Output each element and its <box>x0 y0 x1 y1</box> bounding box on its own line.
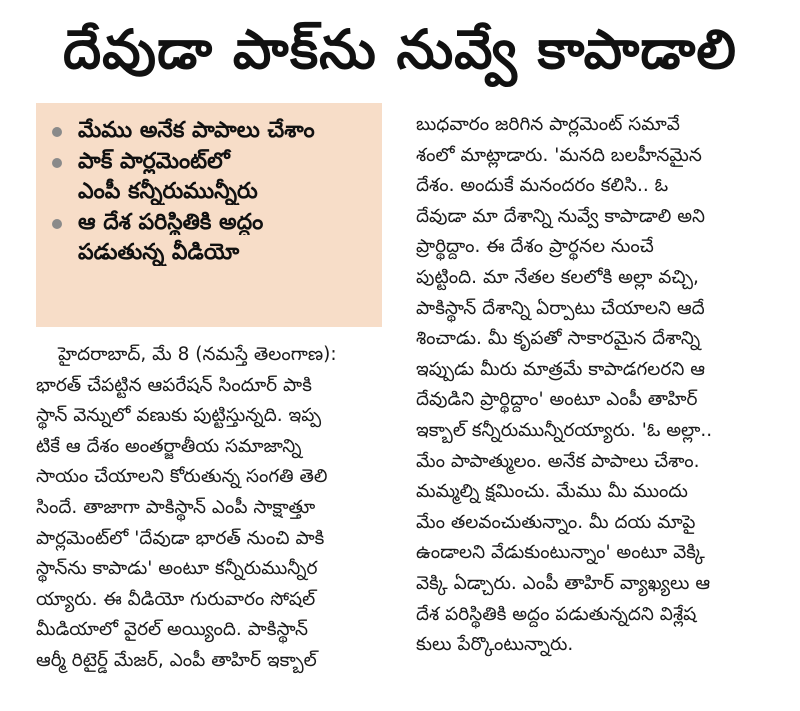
article-line: బుధవారం జరిగిన పార్లమెంట్ సమావే <box>416 114 680 135</box>
article-line: పుట్టింది. మా నేతల కలలోకి అల్లా వచ్చి, <box>416 266 699 288</box>
article-line: పాకిస్థాన్ దేశాన్ని ఏర్పాటు చేయాలని ఆదే <box>416 297 705 319</box>
article-line: భారత్ చేపట్టిన ఆపరేషన్ సిందూర్ పాకి <box>36 374 312 396</box>
highlights-box <box>36 103 382 327</box>
highlight-item <box>50 205 372 266</box>
article-line: పార్లమెంట్‌లో 'దేవుడా భారత్ నుంచి పాకి <box>36 527 325 549</box>
article-line: దేశ పరిస్థితికి అద్దం పడుతున్నదని విశ్లేష <box>416 603 697 625</box>
highlight-line: ఎంపీ కన్నీరుమున్నీరు <box>78 179 258 205</box>
article-line: ఇప్పుడు మీరు మాత్రమే కాపాడగలరని ఆ <box>416 358 705 380</box>
article-line: దేవుడా మా దేశాన్ని నువ్వే కాపాడాలి అని <box>416 205 705 227</box>
headline: దేవుడా పాక్‌ను నువ్వే కాపాడాలి <box>63 18 737 81</box>
highlight-line: పాక్ పార్లమెంట్‌లో <box>78 148 230 174</box>
article-line: దేశం. అందుకే మనందరం కలిసి.. ఓ <box>416 175 669 197</box>
dateline: హైదరాబాద్, మే 8 (నమస్తే తెలంగాణ): <box>58 344 337 365</box>
article-line: సాయం చేయాలని కోరుతున్న సంగతి తెలి <box>36 466 328 488</box>
article-left-column <box>36 340 390 677</box>
article-line: వెక్కి ఏడ్చారు. ఎంపీ తాహిర్ వ్యాఖ్యలు ఆ <box>416 572 711 594</box>
article-line: మేం తలవంచుతున్నాం. మీ దయ మాపై <box>416 511 696 533</box>
article-line: మేం పాపాత్ములం. అనేక పాపాలు చేశాం. <box>416 450 700 472</box>
highlight-item <box>50 144 372 205</box>
article-line: మీడియాలో వైరల్ అయ్యింది. పాకిస్థాన్ <box>36 619 308 641</box>
article-line: య్యారు. ఈ వీడియో గురువారం సోషల్ <box>36 588 316 610</box>
highlight-line: మేము అనేక పాపాలు చేశాం <box>78 118 315 143</box>
article-line: ప్రార్థిద్దాం. ఈ దేశం ప్రార్థనల నుంచే <box>416 236 654 258</box>
article-line: సిందే. తాజాగా పాకిస్థాన్ ఎంపీ సాక్షాత్తూ <box>36 496 316 518</box>
bullet-icon <box>52 219 62 229</box>
article-line: దేవుడిని ప్రార్థిద్దాం' అంటూ ఎంపీ తాహిర్ <box>416 389 698 411</box>
article-line: ఆర్మీ రిటైర్డ్ మేజర్, ఎంపీ తాహిర్ ఇక్బాల్ <box>36 649 317 671</box>
article-line: స్థాన్‌ను కాపాడు' అంటూ కన్నీరుమున్నీర <box>36 558 318 580</box>
article-line: స్థాన్ వెన్నులో వణుకు పుట్టిస్తున్నది. ఇప్ప <box>36 405 322 427</box>
article-line: మమ్మల్ని క్షమించు. మేము మీ ముందు <box>416 481 688 503</box>
highlight-line: పడుతున్న వీడియో <box>78 240 240 266</box>
article-line: శంలో మాట్లాడారు. 'మనది బలహీనమైన <box>416 144 702 166</box>
article-right-column <box>416 110 772 661</box>
article-line: కులు పేర్కొంటున్నారు. <box>416 634 574 656</box>
bullet-icon <box>52 127 62 137</box>
article-line: టికే ఆ దేశం అంతర్జాతీయ సమాజాన్ని <box>36 435 302 457</box>
highlight-line: ఆ దేశ పరిస్థితికి అద్దం <box>78 209 264 235</box>
article-line: శించాడు. మీ కృపతో సాకారమైన దేశాన్ని <box>416 328 701 350</box>
bullet-icon <box>52 158 62 168</box>
article-line: ఇక్బాల్ కన్నీరుమున్నీరయ్యారు. 'ఓ అల్లా.. <box>416 419 713 441</box>
highlight-item <box>50 113 372 144</box>
article-line: ఉండాలని వేడుకుంటున్నాం' అంటూ వెక్కి <box>416 542 705 564</box>
